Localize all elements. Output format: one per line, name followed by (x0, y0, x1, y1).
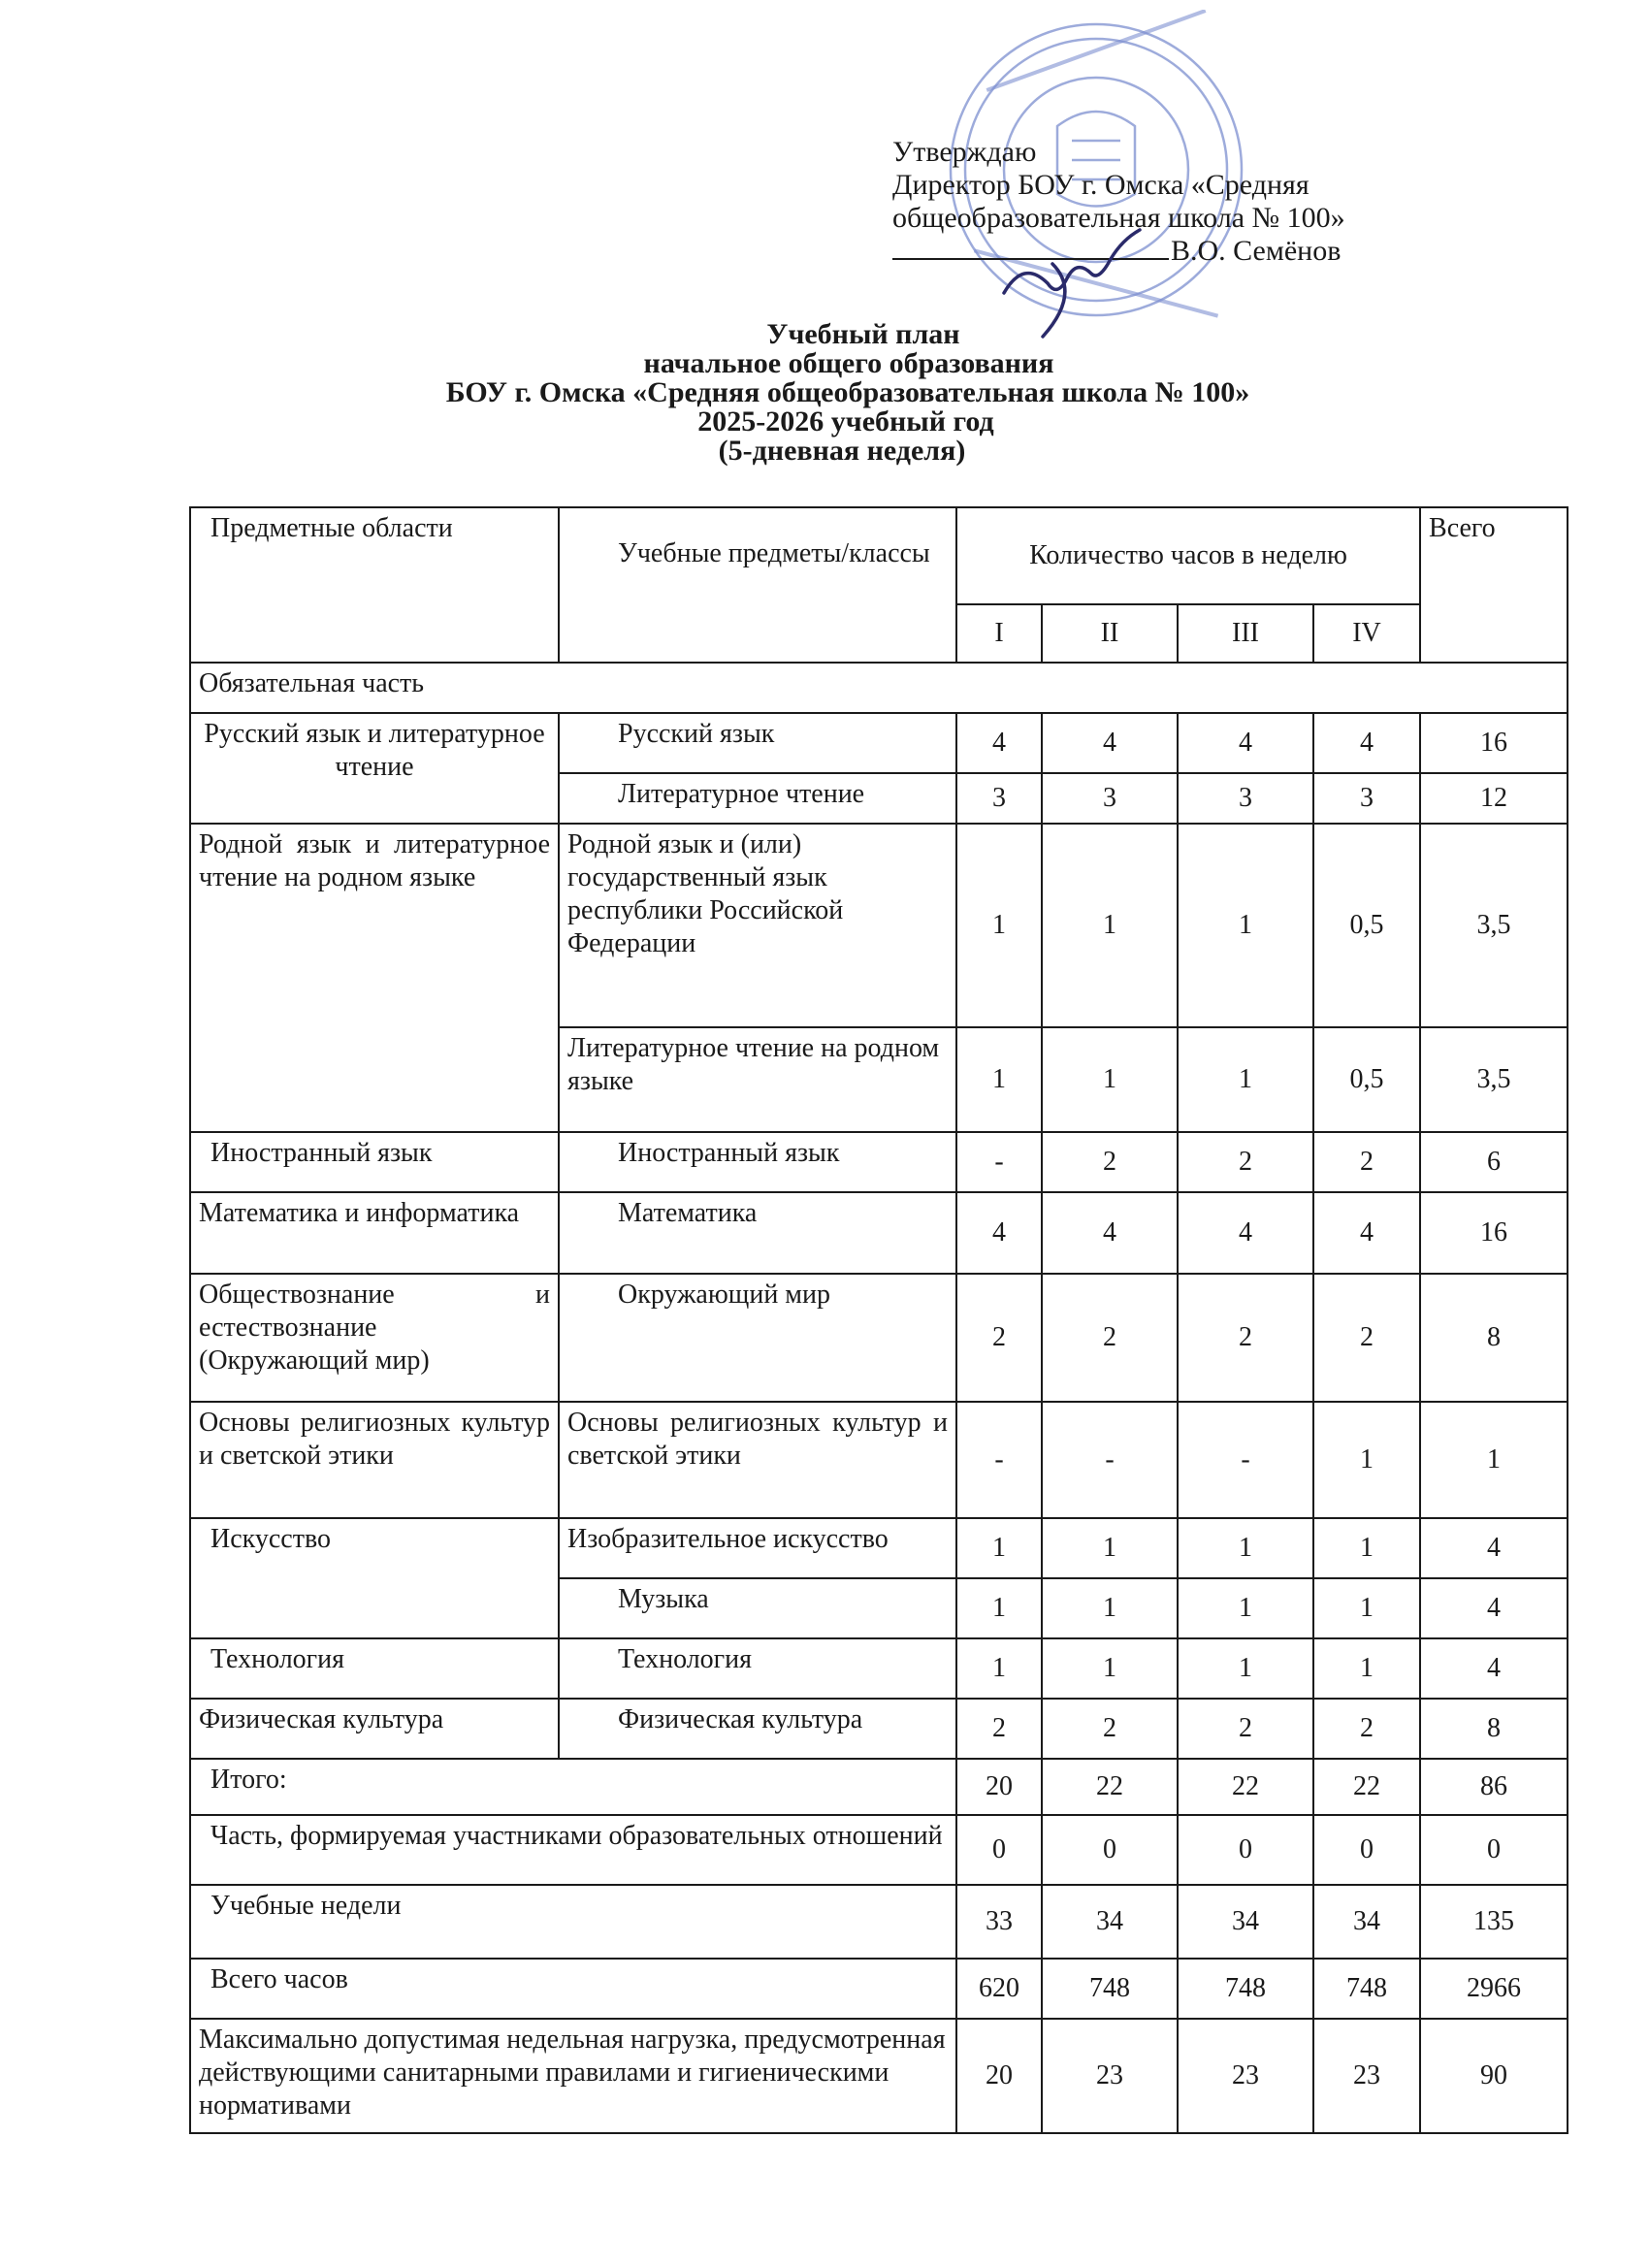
summary-hours-cell: 0 (1178, 1815, 1313, 1885)
grade-header: II (1042, 604, 1178, 663)
subject-area-cell: Иностранный язык (190, 1132, 559, 1192)
header-hours: Количество часов в неделю (956, 507, 1420, 604)
hours-cell: 1 (1178, 1578, 1313, 1638)
summary-total-cell: 135 (1420, 1885, 1568, 1959)
summary-total-cell: 90 (1420, 2019, 1568, 2133)
summary-row (190, 2019, 1568, 2133)
hours-cell: 1 (1042, 1027, 1178, 1132)
hours-cell: - (1178, 1402, 1313, 1518)
school-name: общеобразовательная школа № 100» (892, 202, 1345, 234)
summary-hours-cell: 20 (956, 2019, 1042, 2133)
hours-cell: 2 (1042, 1699, 1178, 1759)
hours-cell: 2 (956, 1274, 1042, 1402)
hours-cell: 0,5 (1313, 824, 1420, 1027)
hours-cell: 4 (1178, 1192, 1313, 1274)
table-body (190, 507, 1568, 2133)
summary-hours-cell: 748 (1178, 1959, 1313, 2019)
hours-cell: 2 (1313, 1132, 1420, 1192)
mandatory-section-label: Обязательная часть (190, 663, 1568, 713)
table-row (190, 1274, 1568, 1402)
total-cell: 1 (1420, 1402, 1568, 1518)
total-cell: 16 (1420, 1192, 1568, 1274)
summary-hours-cell: 23 (1313, 2019, 1420, 2133)
table-row (190, 824, 1568, 1027)
subject-area-cell: Технология (190, 1638, 559, 1699)
title-line-1: Учебный план (766, 318, 960, 350)
subject-area-cell: Искусство (190, 1518, 559, 1638)
hours-cell: 3 (1313, 773, 1420, 824)
summary-hours-cell: 33 (956, 1885, 1042, 1959)
table-row (190, 1699, 1568, 1759)
document-title (0, 320, 1649, 466)
subject-cell: Родной язык и (или) государственный язык республики Российской Федерации (559, 824, 956, 1027)
summary-hours-cell: 0 (1042, 1815, 1178, 1885)
hours-cell: 1 (1178, 1518, 1313, 1578)
summary-label: Учебные недели (190, 1885, 956, 1959)
summary-hours-cell: 23 (1178, 2019, 1313, 2133)
hours-cell: 1 (956, 1518, 1042, 1578)
hours-cell: 1 (1313, 1402, 1420, 1518)
hours-cell: 2 (1178, 1699, 1313, 1759)
subject-cell: Математика (559, 1192, 956, 1274)
summary-label: Итого: (190, 1759, 956, 1815)
subject-area-cell: Физическая культура (190, 1699, 559, 1759)
summary-hours-cell: 20 (956, 1759, 1042, 1815)
table-row (190, 1518, 1568, 1578)
summary-row (190, 1815, 1568, 1885)
hours-cell: 1 (956, 1578, 1042, 1638)
subject-cell: Иностранный язык (559, 1132, 956, 1192)
hours-cell: 4 (956, 713, 1042, 773)
hours-cell: 2 (1178, 1132, 1313, 1192)
total-cell: 4 (1420, 1518, 1568, 1578)
title-line-3: БОУ г. Омска «Средняя общеобразовательная школа № 100» (445, 376, 1250, 408)
hours-cell: - (956, 1132, 1042, 1192)
hours-cell: 3 (1178, 773, 1313, 824)
summary-total-cell: 2966 (1420, 1959, 1568, 2019)
hours-cell: 3 (956, 773, 1042, 824)
subject-area-cell: Родной язык и литературное чтение на родном языке (190, 824, 559, 1132)
hours-cell: 1 (1178, 1027, 1313, 1132)
summary-hours-cell: 0 (1313, 1815, 1420, 1885)
hours-cell: 1 (1042, 1578, 1178, 1638)
header-row (190, 507, 1568, 604)
hours-cell: 1 (1178, 824, 1313, 1027)
hours-cell: 4 (1178, 713, 1313, 773)
subject-area-cell: Обществознание и естествознание (Окружающий мир) (190, 1274, 559, 1402)
subject-area-cell: Математика и информатика (190, 1192, 559, 1274)
header-subject (559, 507, 956, 663)
hours-cell: 1 (956, 1027, 1042, 1132)
hours-cell: 2 (1042, 1132, 1178, 1192)
hours-cell: 2 (1042, 1274, 1178, 1402)
approval-word: Утверждаю (892, 136, 1037, 168)
hours-cell: 1 (1042, 1518, 1178, 1578)
subject-cell: Литературное чтение (559, 773, 956, 824)
hours-cell: 1 (1313, 1578, 1420, 1638)
subject-cell: Физическая культура (559, 1699, 956, 1759)
director-title: Директор БОУ г. Омска «Средняя (892, 169, 1310, 201)
total-cell: 3,5 (1420, 824, 1568, 1027)
summary-row (190, 1885, 1568, 1959)
grade-header: IV (1313, 604, 1420, 663)
table-row (190, 1192, 1568, 1274)
summary-row (190, 1959, 1568, 2019)
summary-label: Всего часов (190, 1959, 956, 2019)
subject-area-cell: Основы религиозных культур и светской этики (190, 1402, 559, 1518)
table-row (190, 1402, 1568, 1518)
subject-cell: Изобразительное искусство (559, 1518, 956, 1578)
title-line-4: 2025-2026 учебный год (697, 405, 994, 437)
title-line-5: (5-дневная неделя) (718, 435, 966, 467)
hours-cell: 3 (1042, 773, 1178, 824)
summary-hours-cell: 34 (1042, 1885, 1178, 1959)
total-cell: 3,5 (1420, 1027, 1568, 1132)
summary-hours-cell: 748 (1042, 1959, 1178, 2019)
header-total: Всего (1420, 507, 1568, 663)
table-row (190, 713, 1568, 773)
total-cell: 12 (1420, 773, 1568, 824)
total-cell: 6 (1420, 1132, 1568, 1192)
grade-header: III (1178, 604, 1313, 663)
summary-hours-cell: 34 (1313, 1885, 1420, 1959)
hours-cell: 1 (1313, 1518, 1420, 1578)
hours-cell: 0,5 (1313, 1027, 1420, 1132)
summary-total-cell: 86 (1420, 1759, 1568, 1815)
summary-total-cell: 0 (1420, 1815, 1568, 1885)
hours-cell: 2 (956, 1699, 1042, 1759)
title-line-2: начальное общего образования (643, 347, 1054, 379)
subject-cell: Технология (559, 1638, 956, 1699)
hours-cell: - (1042, 1402, 1178, 1518)
hours-cell: 1 (1042, 824, 1178, 1027)
total-cell: 4 (1420, 1578, 1568, 1638)
curriculum-table (189, 506, 1568, 2134)
hours-cell: 2 (1313, 1699, 1420, 1759)
subject-cell: Литературное чтение на родном языке (559, 1027, 956, 1132)
hours-cell: 4 (1042, 1192, 1178, 1274)
header-area: Предметные области (190, 507, 559, 663)
total-cell: 8 (1420, 1274, 1568, 1402)
mandatory-row (190, 663, 1568, 713)
hours-cell: 1 (1313, 1638, 1420, 1699)
summary-hours-cell: 22 (1178, 1759, 1313, 1815)
hours-cell: 1 (1178, 1638, 1313, 1699)
header-subject-text: Учебные предметы/классы (618, 538, 930, 568)
summary-label: Максимально допустимая недельная нагрузка, предусмотренная действующими санитарными правилами и гигиеническими нормативами (190, 2019, 956, 2133)
subject-cell: Окружающий мир (559, 1274, 956, 1402)
table-row (190, 1132, 1568, 1192)
hours-cell: 4 (1313, 1192, 1420, 1274)
grade-header: I (956, 604, 1042, 663)
table-row (190, 1638, 1568, 1699)
total-cell: 8 (1420, 1699, 1568, 1759)
hours-cell: 4 (1042, 713, 1178, 773)
subject-cell: Основы религиозных культур и светской этики (559, 1402, 956, 1518)
hours-cell: 1 (1042, 1638, 1178, 1699)
summary-hours-cell: 34 (1178, 1885, 1313, 1959)
subject-cell: Музыка (559, 1578, 956, 1638)
summary-row (190, 1759, 1568, 1815)
hours-cell: 4 (956, 1192, 1042, 1274)
subject-area-cell: Русский язык и литературное чтение (190, 713, 559, 824)
hours-cell: 4 (1313, 713, 1420, 773)
hours-cell: - (956, 1402, 1042, 1518)
summary-hours-cell: 22 (1313, 1759, 1420, 1815)
summary-hours-cell: 748 (1313, 1959, 1420, 2019)
hours-cell: 2 (1313, 1274, 1420, 1402)
subject-cell: Русский язык (559, 713, 956, 773)
summary-label: Часть, формируемая участниками образовательных отношений (190, 1815, 956, 1885)
summary-hours-cell: 22 (1042, 1759, 1178, 1815)
summary-hours-cell: 620 (956, 1959, 1042, 2019)
total-cell: 16 (1420, 713, 1568, 773)
summary-hours-cell: 23 (1042, 2019, 1178, 2133)
hours-cell: 1 (956, 824, 1042, 1027)
hours-cell: 2 (1178, 1274, 1313, 1402)
hours-cell: 1 (956, 1638, 1042, 1699)
total-cell: 4 (1420, 1638, 1568, 1699)
signer-name: В.О. Семёнов (1171, 235, 1342, 267)
summary-hours-cell: 0 (956, 1815, 1042, 1885)
